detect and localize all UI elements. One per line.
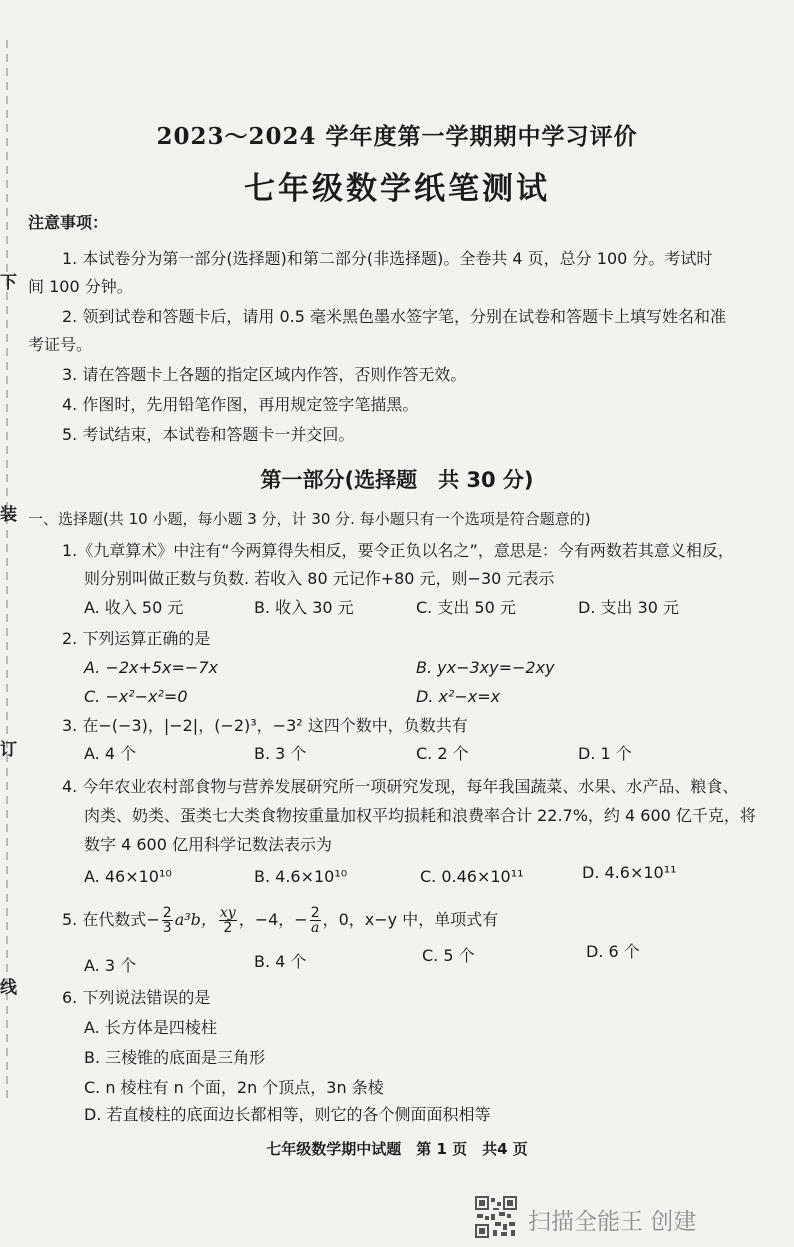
question-1-option-a: A. 收入 50 元 — [84, 598, 184, 617]
question-1-option-b: B. 收入 30 元 — [254, 598, 354, 617]
question-6-stem: 6. 下列说法错误的是 — [62, 988, 211, 1007]
question-1-option-c: C. 支出 50 元 — [416, 598, 516, 617]
question-4-stem: 4. 今年农业农村部食物与营养发展研究所一项研究发现，每年我国蔬菜、水果、水产品、粮食、 — [62, 777, 739, 796]
question-3-option-c: C. 2 个 — [416, 744, 469, 763]
question-2-option-c: C. −x²−x²=0 — [84, 687, 188, 706]
question-6-option-b: B. 三棱锥的底面是三角形 — [84, 1048, 266, 1067]
exam-year-line: 2023～2024 学年度第一学期期中学习评价 — [156, 123, 638, 150]
question-6-option-c: C. n 棱柱有 n 个面，2n 个顶点，3n 条棱 — [84, 1078, 384, 1097]
question-3-option-b: B. 3 个 — [254, 744, 307, 763]
notice-line: 5. 考试结束，本试卷和答题卡一并交回。 — [62, 425, 355, 444]
question-5-option-d: D. 6 个 — [586, 942, 640, 961]
question-5-stem — [62, 902, 498, 938]
question-5-term: ，−4，− — [238, 910, 308, 929]
question-3-option-d: D. 1 个 — [578, 744, 632, 763]
question-1-stem: 1.《九章算术》中注有“今两算得失相反，要令正负以名之”，意思是：今有两数若其意义相反， — [62, 541, 734, 560]
qr-code-icon — [475, 1196, 517, 1238]
question-4-option-a: A. 46×10¹⁰ — [84, 867, 172, 886]
question-5-option-b: B. 4 个 — [254, 952, 307, 971]
section-instruction: 一、选择题(共 10 小题，每小题 3 分，计 30 分. 每小题只有一个选项是符合题意的) — [28, 510, 591, 528]
scanner-watermark: 扫描全能王 创建 — [528, 1209, 697, 1235]
fraction-xy-over-two: $\frac{xy}{2}$ — [219, 905, 236, 936]
notice-heading: 注意事项： — [28, 213, 109, 232]
question-4-option-d: D. 4.6×10¹¹ — [582, 863, 677, 882]
page-footer: 七年级数学期中试题 第 1 页 共4 页 — [266, 1140, 528, 1158]
question-5-term: a³b， — [174, 910, 217, 929]
question-5-prefix: 5. 在代数式− — [62, 910, 160, 929]
notice-line: 4. 作图时，先用铅笔作图，再用规定签字笔描黑。 — [62, 395, 419, 414]
question-6-option-d: D. 若直棱柱的底面边长都相等，则它的各个侧面面积相等 — [84, 1105, 491, 1124]
question-4-option-b: B. 4.6×10¹⁰ — [254, 867, 348, 886]
margin-mark-ding: 订 — [0, 740, 17, 760]
question-5-option-c: C. 5 个 — [422, 946, 475, 965]
fraction-two-thirds: $\frac{2}{3}$ — [162, 905, 172, 936]
question-5-suffix: ，0，x−y 中，单项式有 — [322, 910, 499, 929]
question-1-option-d: D. 支出 30 元 — [578, 598, 680, 617]
notice-line: 2. 领到试卷和答题卡后，请用 0.5 毫米黑色墨水签字笔，分别在试卷和答题卡上填写姓名和准 — [62, 307, 726, 326]
question-2-stem: 2. 下列运算正确的是 — [62, 629, 211, 648]
question-5-option-a: A. 3 个 — [84, 956, 137, 975]
fraction-two-over-a: $\frac{2}{a}$ — [310, 905, 320, 936]
question-6-option-a: A. 长方体是四棱柱 — [84, 1018, 217, 1037]
question-3-stem: 3. 在−(−3)，|−2|，(−2)³，−3² 这四个数中，负数共有 — [62, 716, 468, 735]
notice-line: 考证号。 — [28, 335, 93, 354]
question-1-stem: 则分别叫做正数与负数. 若收入 80 元记作+80 元，则−30 元表示 — [84, 569, 555, 588]
question-2-option-b: B. yx−3xy=−2xy — [416, 658, 555, 677]
question-4-stem: 数字 4 600 亿用科学记数法表示为 — [84, 835, 332, 854]
question-2-option-d: D. x²−x=x — [416, 687, 501, 706]
notice-line: 3. 请在答题卡上各题的指定区域内作答，否则作答无效。 — [62, 365, 467, 384]
section-title: 第一部分(选择题 共 30 分) — [260, 468, 534, 492]
margin-mark-xia: 下 — [0, 273, 17, 293]
question-4-stem: 肉类、奶类、蛋类七大类食物按重量加权平均损耗和浪费率合计 22.7%，约 4 600 亿千克，将 — [84, 806, 756, 825]
margin-mark-xian: 线 — [0, 978, 17, 998]
notice-line: 1. 本试卷分为第一部分(选择题)和第二部分(非选择题)。全卷共 4 页，总分 100 分。考试时 — [62, 249, 713, 268]
margin-mark-zhuang: 装 — [0, 505, 17, 525]
question-4-option-c: C. 0.46×10¹¹ — [420, 867, 524, 886]
notice-line: 间 100 分钟。 — [28, 277, 133, 296]
exam-title: 七年级数学纸笔测试 — [244, 171, 550, 207]
question-3-option-a: A. 4 个 — [84, 744, 137, 763]
question-2-option-a: A. −2x+5x=−7x — [84, 658, 218, 677]
